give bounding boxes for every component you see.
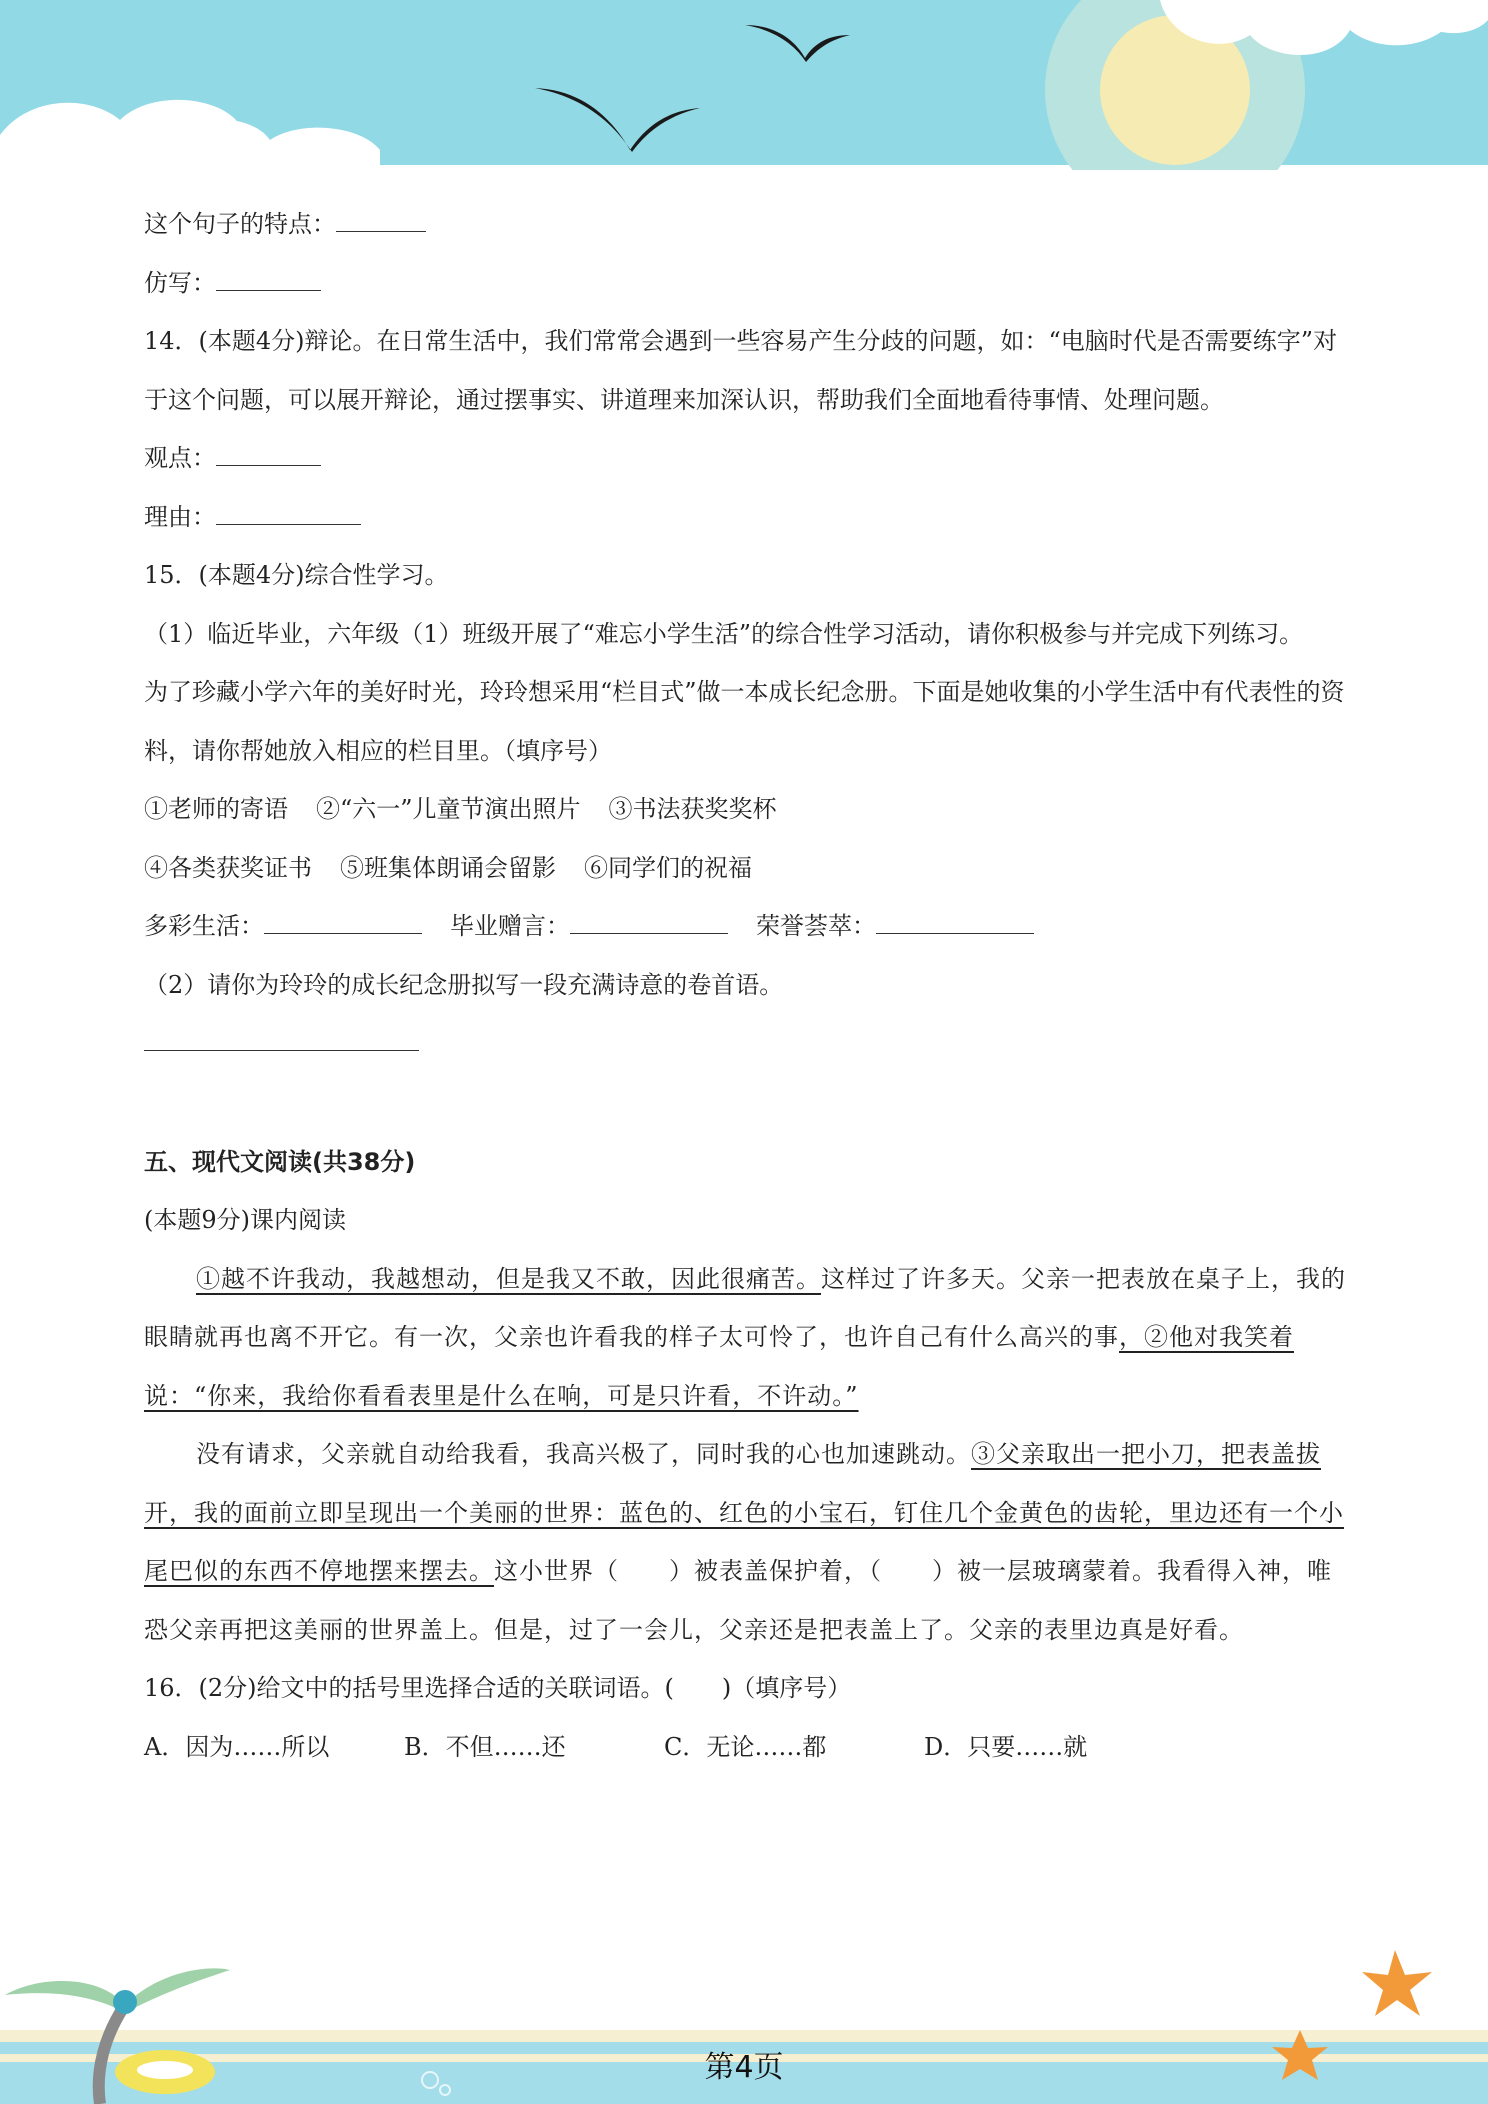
q15-intro: 为了珍藏小学六年的美好时光，玲玲想采用“栏目式”做一本成长纪念册。下面是她收集的小学生活中有代表性的资料，请你帮她放入相应的栏目里。（填序号） (144, 678, 1345, 765)
page-number: 第4页 (704, 2050, 784, 2085)
item: ③书法获奖奖杯 (608, 795, 777, 823)
item: ②“六一”儿童节演出照片 (316, 795, 581, 823)
underlined-sentence-2: ，②他对我笑着说：“你来，我给你看看表里是什么在响，可是只许看，不许动。” (144, 1323, 1294, 1410)
option-a[interactable]: A．因为……所以 (144, 1732, 330, 1761)
option-b[interactable]: B．不但……还 (404, 1732, 566, 1761)
q15-part2: （2）请你为玲玲的成长纪念册拟写一段充满诗意的卷首语。 (144, 970, 784, 999)
reading-text: 没有请求，父亲就自动给我看，我高兴极了，同时我的心也加速跳动。 (196, 1440, 971, 1468)
reading-paragraph-1 (144, 1250, 1354, 1426)
page-content (144, 195, 1354, 1776)
item: ⑥同学们的祝福 (584, 853, 752, 882)
coconut-icon (113, 1990, 137, 2014)
q14-text: 14．(本题4分)辩论。在日常生活中，我们常常会遇到一些容易产生分歧的问题，如：“电脑时代是否需要练字”对于这个问题，可以展开辩论，通过摆事实、讲道理来加深认识，帮助我们全面地看待事情、处理问题。 (144, 327, 1338, 414)
header-decoration (0, 0, 1488, 170)
answer-blank[interactable] (144, 1020, 419, 1051)
section-5-title: 五、现代文阅读(共38分) (144, 1147, 416, 1176)
underlined-sentence-3: ③父亲取出一把小刀，把表盖拔开，我的面前立即呈现出一个美丽的世界：蓝色的、红色的小宝石，钉住几个金黄色的齿轮，里边还有一个小尾巴似的东西不停地摆来摆去。 (144, 1440, 1344, 1585)
option-d[interactable]: D．只要……就 (924, 1732, 1088, 1761)
q16-text: 16．(2分)给文中的括号里选择合适的关联词语。( )（填序号） (144, 1674, 852, 1702)
imitation-line (144, 254, 1354, 313)
reading-text: 这小世界（ ）被表盖保护着，（ ）被一层玻璃蒙着。我看得入神，唯恐父亲再把这美丽的世界盖上。但是，过了一会儿，父亲还是把表盖上了。父亲的表里边真是好看。 (144, 1557, 1332, 1644)
items-row-1 (144, 780, 1354, 839)
answer-blank[interactable] (264, 903, 422, 934)
answer-blank[interactable] (570, 903, 728, 934)
answer-blank[interactable] (876, 903, 1034, 934)
answer-blank[interactable] (336, 201, 426, 232)
sentence-feature-line (144, 195, 1354, 254)
answer-blank[interactable] (216, 435, 321, 466)
imitation-label: 仿写： (144, 268, 216, 297)
section-5-sub: (本题9分)课内阅读 (144, 1206, 346, 1234)
reason-label: 理由： (144, 502, 216, 531)
option-c[interactable]: C．无论……都 (664, 1732, 827, 1761)
items-row-2 (144, 839, 1354, 898)
view-label: 观点： (144, 444, 216, 472)
q15-title: 15．(本题4分)综合性学习。 (144, 561, 449, 589)
reading-text: 这样过了许多天。父亲一把表放在桌子上，我的眼睛就再也离不开它。有一次，父亲也许看我的样子太可怜了，也许自己有什么高兴的事 (144, 1264, 1346, 1351)
category-label: 毕业赠言： (450, 912, 570, 940)
q16-options (144, 1718, 1354, 1777)
item: ④各类获奖证书 (144, 853, 312, 882)
sentence-feature-label: 这个句子的特点： (144, 210, 336, 238)
answer-blank[interactable] (216, 260, 321, 291)
preface-line (144, 1014, 1354, 1073)
starfish-icon (1362, 1950, 1432, 2016)
q14-view-line (144, 429, 1354, 488)
q15-part1: （1）临近毕业，六年级（1）班级开展了“难忘小学生活”的综合性学习活动，请你积极参与并完成下列练习。 (144, 619, 1304, 648)
underlined-sentence-1: ①越不许我动，我越想动，但是我又不敢，因此很痛苦。 (196, 1264, 821, 1293)
palm-leaf-icon (5, 1981, 125, 2010)
item: ①老师的寄语 (144, 795, 288, 823)
item: ⑤班集体朗诵会留影 (340, 853, 556, 882)
category-label: 多彩生活： (144, 912, 264, 940)
category-label: 荣誉荟萃： (756, 912, 876, 940)
category-line (144, 897, 1354, 956)
answer-blank[interactable] (216, 494, 361, 525)
palm-leaf-icon (125, 1968, 230, 2010)
q14-reason-line (144, 488, 1354, 547)
reading-paragraph-2 (144, 1425, 1354, 1659)
